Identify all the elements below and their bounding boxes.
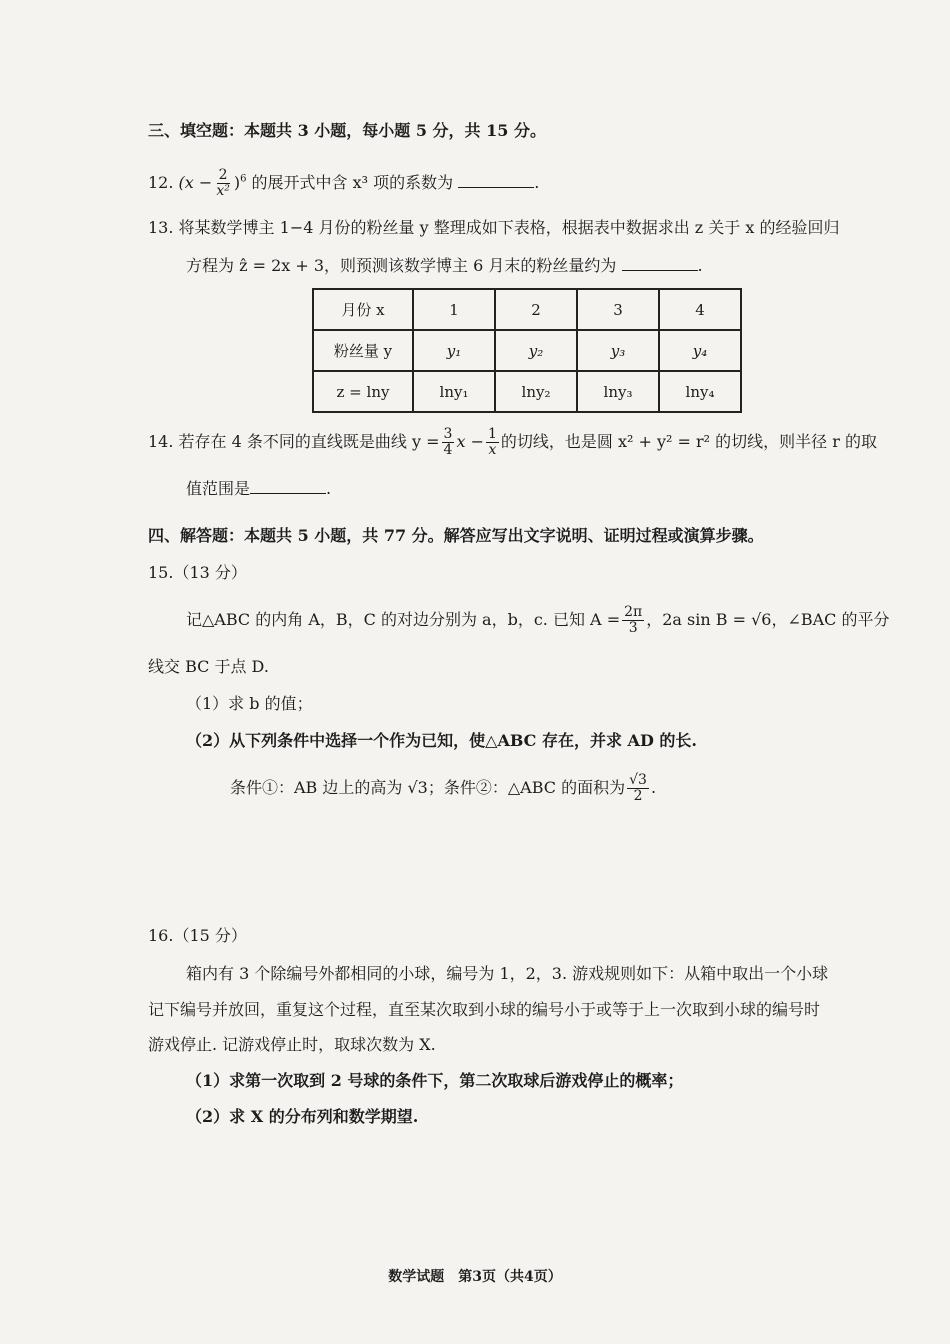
q14-f2-num: 1	[487, 426, 497, 442]
table-cell: 3	[577, 289, 659, 330]
q13-data-table	[312, 288, 742, 413]
q16-part2: （2）求 X 的分布列和数学期望.	[186, 1107, 419, 1126]
q15-fraction	[622, 605, 644, 636]
table-row-log	[313, 371, 741, 412]
q14-pre: 若存在 4 条不同的直线既是曲线 y =	[178, 432, 440, 451]
q16-line3: 游戏停止. 记游戏停止时，取球次数为 X.	[148, 1035, 436, 1054]
table-cell: y₃	[577, 330, 659, 371]
page-footer: 数学试题 第3页（共4页）	[388, 1269, 562, 1285]
q14-mid: x −	[456, 432, 484, 451]
q13-number: 13.	[148, 218, 174, 237]
q14-fraction-1	[442, 427, 455, 458]
q15-conditions	[230, 773, 656, 804]
q14-f1-num: 3	[443, 426, 453, 442]
q12-text: 的展开式中含 x³ 项的系数为	[251, 173, 454, 192]
q15-cond-f-num: √3	[629, 772, 647, 788]
table-cell: lny₂	[495, 371, 577, 412]
table-cell: z = lny	[313, 371, 413, 412]
q15-part1: （1）求 b 的值；	[186, 694, 313, 713]
q15-f-num: 2π	[624, 604, 643, 620]
q15-cond-fraction	[627, 773, 649, 804]
table-cell: y₄	[659, 330, 741, 371]
q12-frac-den: x²	[216, 183, 230, 199]
table-cell: lny₁	[413, 371, 495, 412]
q15-pre: 记△ABC 的内角 A，B，C 的对边分别为 a，b，c. 已知 A =	[186, 610, 621, 629]
q15-cond-end: .	[650, 778, 657, 797]
q12-expr-lead: (x −	[178, 173, 213, 192]
q12-exponent: 6	[240, 173, 247, 185]
q16-line1: 箱内有 3 个除编号外都相同的小球，编号为 1，2，3. 游戏规则如下：从箱中取出一个小球	[186, 964, 829, 983]
question-14-line2	[186, 478, 331, 500]
q13-text-line2: 方程为 ẑ = 2x + 3，则预测该数学博主 6 月末的粉丝量约为	[186, 256, 617, 275]
q12-number: 12.	[148, 173, 174, 192]
q12-answer-blank[interactable]	[458, 173, 534, 188]
q12-end: .	[534, 173, 540, 192]
q16-line2: 记下编号并放回，重复这个过程，直至某次取到小球的编号小于或等于上一次取到小球的编号时	[148, 1000, 821, 1019]
table-row-month	[313, 289, 741, 330]
q15-post: ，2a sin B = √6，∠BAC 的平分	[646, 610, 890, 629]
question-13-line2	[186, 255, 703, 277]
table-cell: y₁	[413, 330, 495, 371]
section-3-header: 三、填空题：本题共 3 小题，每小题 5 分，共 15 分。	[148, 121, 546, 140]
q12-frac-num: 2	[218, 167, 228, 183]
q14-f1-den: 4	[443, 442, 453, 458]
q14-post: 的切线，也是圆 x² + y² = r² 的切线，则半径 r 的取	[500, 432, 877, 451]
question-13-line1	[148, 217, 840, 239]
question-14-line1	[148, 427, 877, 458]
table-cell: 2	[495, 289, 577, 330]
q13-answer-blank[interactable]	[622, 256, 698, 271]
table-cell: 1	[413, 289, 495, 330]
question-15-line1	[186, 605, 890, 636]
q13-end: .	[697, 256, 703, 275]
table-cell: y₂	[495, 330, 577, 371]
table-cell: lny₄	[659, 371, 741, 412]
q14-number: 14.	[148, 432, 174, 451]
q12-fraction	[214, 168, 232, 199]
q15-title: 15.（13 分）	[148, 563, 247, 582]
question-12: 12. (x − $\frac{2}{\text{x²}}$ )$^6$ 的展开式中含 x³ 项的系数为 .	[148, 167, 540, 199]
q13-text-line1: 将某数学博主 1−4 月份的粉丝量 y 整理成如下表格，根据表中数据求出 z 关于 x 的经验回归	[178, 218, 840, 237]
section-4-header: 四、解答题：本题共 5 小题，共 77 分。解答应写出文字说明、证明过程或演算步骤。	[148, 526, 764, 545]
q15-cond-f-den: 2	[633, 788, 643, 804]
table-cell: lny₃	[577, 371, 659, 412]
q14-f2-den: x	[488, 442, 497, 458]
q14-answer-blank[interactable]	[250, 479, 326, 494]
q15-cond-pre: 条件①：AB 边上的高为 √3；条件②：△ABC 的面积为	[230, 778, 626, 797]
q14-end: .	[326, 479, 332, 498]
q16-part1: （1）求第一次取到 2 号球的条件下，第二次取球后游戏停止的概率；	[186, 1071, 684, 1090]
q15-part2: （2）从下列条件中选择一个作为已知，使△ABC 存在，并求 AD 的长.	[186, 731, 697, 750]
q15-line2: 线交 BC 于点 D.	[148, 657, 269, 676]
table-row-fans	[313, 330, 741, 371]
q14-text-line2: 值范围是	[186, 479, 251, 498]
q16-title: 16.（15 分）	[148, 926, 247, 945]
table-cell: 粉丝量 y	[313, 330, 413, 371]
table-cell: 4	[659, 289, 741, 330]
q14-fraction-2	[486, 427, 499, 458]
q15-f-den: 3	[628, 620, 638, 636]
table-cell: 月份 x	[313, 289, 413, 330]
